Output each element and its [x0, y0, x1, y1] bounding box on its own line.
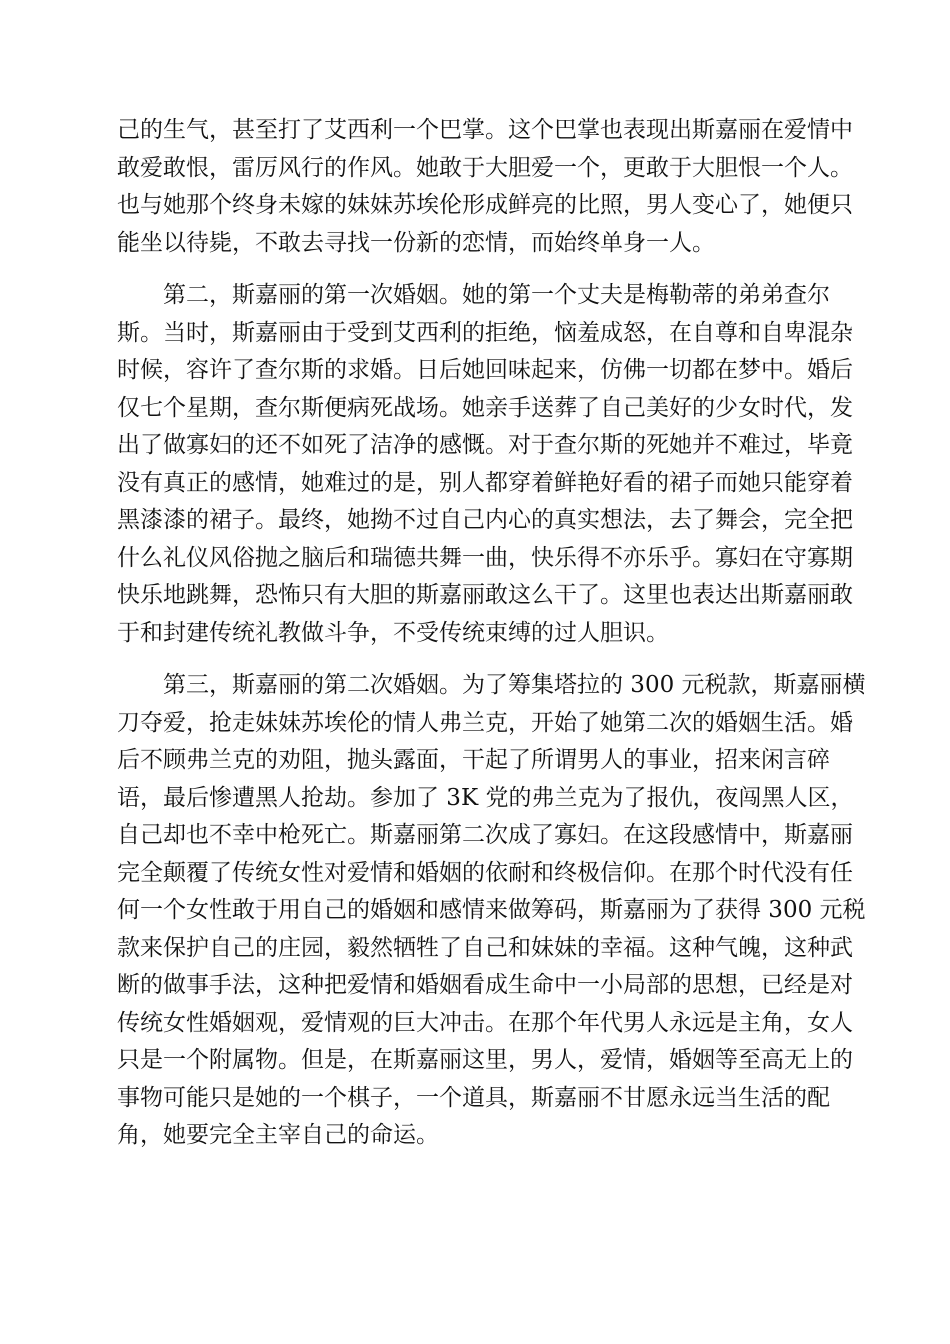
text-line: 时候，容许了查尔斯的求婚。日后她回味起来，仿佛一切都在梦中。婚后 — [117, 357, 853, 383]
text-line: 只是一个附属物。但是，在斯嘉丽这里，男人，爱情，婚姻等至高无上的 — [117, 1047, 853, 1073]
text-line: 后不顾弗兰克的劝阻，抛头露面，干起了所谓男人的事业，招来闲言碎 — [117, 747, 830, 773]
text-line: 自己却也不幸中枪死亡。斯嘉丽第二次成了寡妇。在这段感情中，斯嘉丽 — [117, 822, 853, 848]
paragraph — [117, 667, 866, 1155]
text-line: 事物可能只是她的一个棋子，一个道具，斯嘉丽不甘愿永远当生活的配 — [117, 1084, 830, 1111]
text-line: 第二，斯嘉丽的第一次婚姻。她的第一个丈夫是梅勒蒂的弟弟查尔 — [117, 282, 830, 308]
text-line: 于和封建传统礼教做斗争，不受传统束缚的过人胆识。 — [117, 619, 669, 646]
text-line: 快乐地跳舞，恐怖只有大胆的斯嘉丽敢这么干了。这里也表达出斯嘉丽敢 — [117, 582, 853, 608]
text-line: 斯。当时，斯嘉丽由于受到艾西利的拒绝，恼羞成怒，在自尊和自卑混杂 — [117, 319, 853, 346]
text-line: 款来保护自己的庄园，毅然牺牲了自己和妹妹的幸福。这种气魄，这种武 — [117, 934, 853, 961]
text-line: 完全颠覆了传统女性对爱情和婚姻的依耐和终极信仰。在那个时代没有任 — [117, 859, 853, 886]
paragraph — [117, 277, 853, 652]
text-line: 仅七个星期，查尔斯便病死战场。她亲手送葬了自己美好的少女时代，发 — [117, 394, 853, 421]
paragraph-spacer — [117, 652, 833, 667]
text-line: 敢爱敢恨，雷厉风行的作风。她敢于大胆爱一个，更敢于大胆恨一个人。 — [117, 154, 853, 181]
document-page — [117, 112, 866, 1155]
text-line: 己的生气，甚至打了艾西利一个巴掌。这个巴掌也表现出斯嘉丽在爱情中 — [117, 117, 853, 143]
text-line: 传统女性婚姻观，爱情观的巨大冲击。在那个年代男人永远是主角，女人 — [117, 1009, 853, 1036]
text-line: 何一个女性敢于用自己的婚姻和感情来做筹码，斯嘉丽为了获得 300 元税 — [117, 897, 866, 923]
text-line: 语，最后惨遭黑人抢劫。参加了 3K 党的弗兰克为了报仇，夜闯黑人区， — [117, 784, 854, 811]
paragraph — [117, 112, 853, 262]
text-line: 刀夺爱，抢走妹妹苏埃伦的情人弗兰克，开始了她第二次的婚姻生活。婚 — [117, 709, 853, 736]
text-line: 能坐以待毙，不敢去寻找一份新的恋情，而始终单身一人。 — [117, 229, 715, 256]
text-line: 第三，斯嘉丽的第二次婚姻。为了筹集塔拉的 300 元税款，斯嘉丽横 — [117, 672, 866, 698]
text-line: 断的做事手法，这种把爱情和婚姻看成生命中一小局部的思想，已经是对 — [117, 972, 853, 998]
text-line: 没有真正的感情，她难过的是，别人都穿着鲜艳好看的裙子而她只能穿着 — [117, 469, 853, 496]
text-line: 也与她那个终身未嫁的妹妹苏埃伦形成鲜亮的比照，男人变心了，她便只 — [117, 192, 853, 218]
text-line: 出了做寡妇的还不如死了洁净的感慨。对于查尔斯的死她并不难过，毕竟 — [117, 432, 853, 458]
paragraph-spacer — [117, 262, 833, 277]
text-line: 什么礼仪风俗抛之脑后和瑞德共舞一曲，快乐得不亦乐乎。寡妇在守寡期 — [117, 544, 853, 571]
text-line: 黑漆漆的裙子。最终，她拗不过自己内心的真实想法，去了舞会，完全把 — [117, 507, 853, 533]
text-line: 角，她要完全主宰自己的命运。 — [117, 1122, 439, 1148]
